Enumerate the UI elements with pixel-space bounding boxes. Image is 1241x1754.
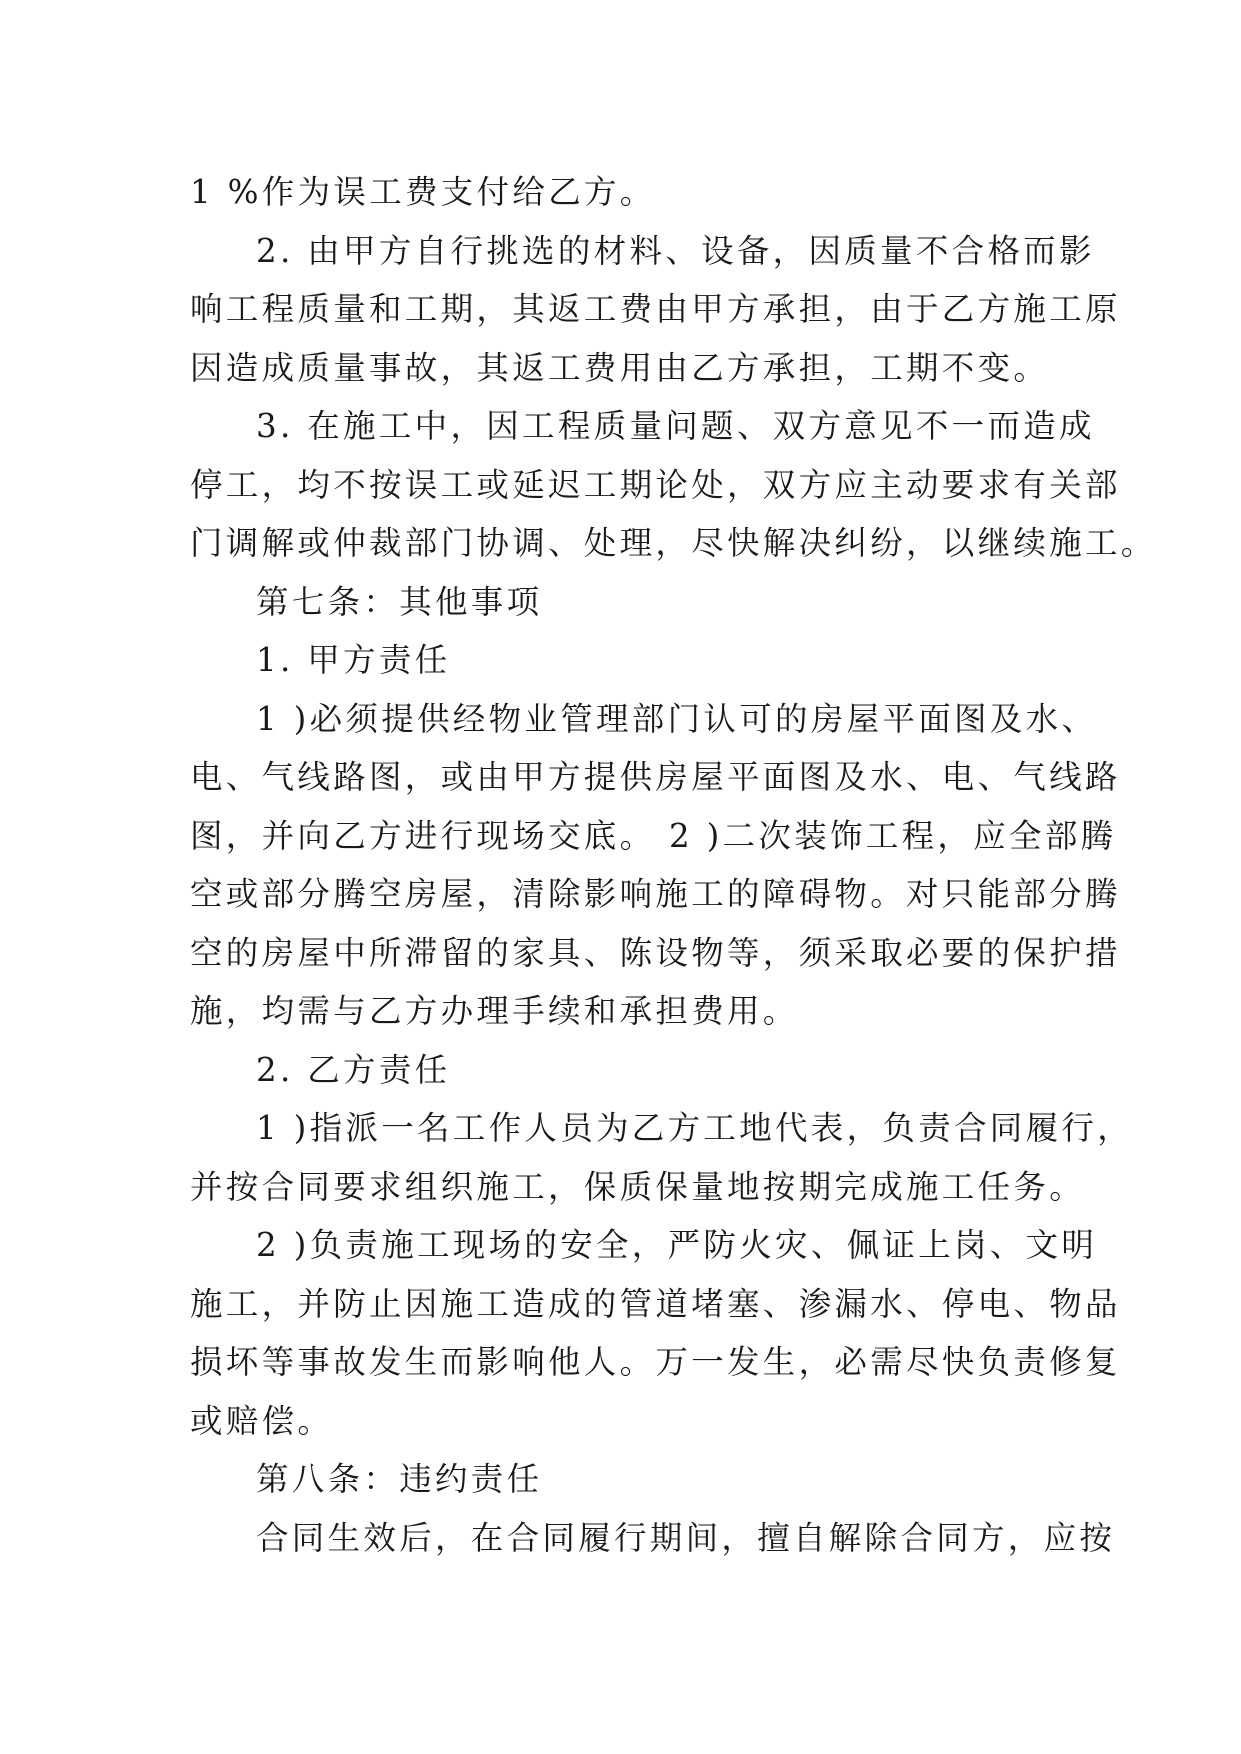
text-line: 1. 甲方责任 <box>256 641 451 679</box>
text-line: 合同生效后，在合同履行期间，擅自解除合同方，应按 <box>256 1518 1116 1557</box>
text-line: 空的房屋中所滞留的家具、陈设物等，须采取必要的保护措 <box>190 933 1121 972</box>
text-line: 并按合同要求组织施工，保质保量地按期完成施工任务。 <box>190 1167 1086 1206</box>
text-line: 第七条：其他事项 <box>256 582 543 621</box>
text-line: 门调解或仲裁部门协调、处理，尽快解决纠纷，以继续施工。 <box>190 524 1157 562</box>
text-line: 2. 由甲方自行挑选的材料、设备，因质量不合格而影 <box>256 231 1095 270</box>
text-line: 电、气线路图，或由甲方提供房屋平面图及水、电、气线路 <box>190 758 1121 796</box>
text-line: 2 )负责施工现场的安全，严防火灾、佩证上岗、文明 <box>256 1226 1098 1264</box>
text-line: 第八条：违约责任 <box>256 1460 543 1498</box>
text-line: 施工，并防止因施工造成的管道堵塞、渗漏水、停电、物品 <box>190 1284 1121 1323</box>
text-line: 损坏等事故发生而影响他人。万一发生，必需尽快负责修复 <box>190 1343 1121 1381</box>
text-line: 2. 乙方责任 <box>256 1050 451 1089</box>
document-body <box>190 163 1157 1567</box>
text-line: 或赔偿。 <box>190 1401 334 1440</box>
text-line: 施，均需与乙方办理手续和承担费用。 <box>190 992 799 1030</box>
text-line: 1 %作为误工费支付给乙方。 <box>190 173 656 211</box>
text-line: 3. 在施工中，因工程质量问题、双方意见不一而造成 <box>256 407 1095 445</box>
text-line: 图，并向乙方进行现场交底。 2 )二次装饰工程，应全部腾 <box>190 816 1117 855</box>
text-line: 1 )必须提供经物业管理部门认可的房屋平面图及水、 <box>256 699 1098 738</box>
text-line: 停工，均不按误工或延迟工期论处，双方应主动要求有关部 <box>190 465 1121 504</box>
text-line: 1 )指派一名工作人员为乙方工地代表，负责合同履行， <box>256 1109 1133 1147</box>
text-line: 响工程质量和工期，其返工费由甲方承担，由于乙方施工原 <box>190 290 1121 328</box>
text-line: 空或部分腾空房屋，清除影响施工的障碍物。对只能部分腾 <box>190 875 1121 913</box>
text-line: 因造成质量事故，其返工费用由乙方承担，工期不变。 <box>190 348 1050 387</box>
